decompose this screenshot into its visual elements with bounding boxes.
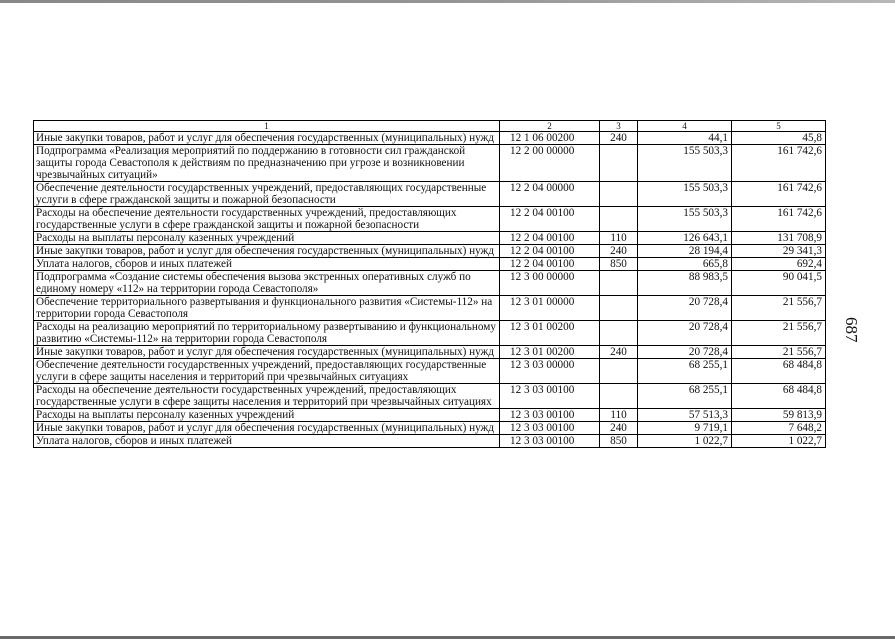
row-name-cell: Иные закупки товаров, работ и услуг для обеспечения государственных (муниципальных) нужд <box>34 422 500 435</box>
table-row <box>34 258 826 271</box>
row-value-year1-cell: 20 728,4 <box>638 321 732 346</box>
row-value-year2-cell: 21 556,7 <box>732 321 826 346</box>
header-col-2: 2 <box>500 121 600 132</box>
row-name-cell: Обеспечение деятельности государственных учреждений, предоставляющих государственные услуги в сфере защиты населения и территорий при чрезвычайных ситуациях <box>34 359 500 384</box>
table-row <box>34 245 826 258</box>
row-value-year1-cell: 28 194,4 <box>638 245 732 258</box>
row-value-year2-cell: 68 484,8 <box>732 384 826 409</box>
table-row <box>34 145 826 182</box>
header-col-4: 4 <box>638 121 732 132</box>
table-row <box>34 321 826 346</box>
row-value-year1-cell: 126 643,1 <box>638 232 732 245</box>
table-row <box>34 132 826 145</box>
table-row <box>34 435 826 448</box>
row-value-year2-cell: 7 648,2 <box>732 422 826 435</box>
header-col-5: 5 <box>732 121 826 132</box>
row-value-year2-cell: 68 484,8 <box>732 359 826 384</box>
row-code-cell: 12 3 01 00000 <box>500 296 600 321</box>
row-code-cell: 12 3 01 00200 <box>500 346 600 359</box>
row-value-year1-cell: 20 728,4 <box>638 296 732 321</box>
table-row <box>34 271 826 296</box>
row-name-cell: Расходы на обеспечение деятельности государственных учреждений, предоставляющих государственные услуги в сфере защиты населения и территорий при чрезвычайных ситуациях <box>34 384 500 409</box>
row-code-cell: 12 3 03 00100 <box>500 422 600 435</box>
table-row <box>34 346 826 359</box>
row-expense-type-cell <box>600 207 638 232</box>
row-value-year2-cell: 21 556,7 <box>732 346 826 359</box>
row-name-cell: Уплата налогов, сборов и иных платежей <box>34 435 500 448</box>
row-expense-type-cell <box>600 321 638 346</box>
row-expense-type-cell <box>600 271 638 296</box>
table-row <box>34 207 826 232</box>
row-code-cell: 12 2 04 00000 <box>500 182 600 207</box>
row-value-year1-cell: 665,8 <box>638 258 732 271</box>
table-row <box>34 422 826 435</box>
row-value-year2-cell: 131 708,9 <box>732 232 826 245</box>
row-name-cell: Обеспечение территориального развертывания и функционального развития «Системы-112» на территории города Севастополя <box>34 296 500 321</box>
table-row <box>34 384 826 409</box>
row-value-year2-cell: 21 556,7 <box>732 296 826 321</box>
table-row <box>34 182 826 207</box>
row-value-year1-cell: 68 255,1 <box>638 384 732 409</box>
row-value-year1-cell: 88 983,5 <box>638 271 732 296</box>
row-code-cell: 12 3 03 00100 <box>500 384 600 409</box>
row-name-cell: Иные закупки товаров, работ и услуг для обеспечения государственных (муниципальных) нужд <box>34 132 500 145</box>
row-name-cell: Иные закупки товаров, работ и услуг для обеспечения государственных (муниципальных) нужд <box>34 346 500 359</box>
budget-table <box>33 120 826 448</box>
row-value-year1-cell: 155 503,3 <box>638 145 732 182</box>
scan-edge-bottom <box>0 636 895 639</box>
row-value-year1-cell: 1 022,7 <box>638 435 732 448</box>
table-row <box>34 409 826 422</box>
header-col-1: 1 <box>34 121 500 132</box>
scan-edge-top <box>0 0 895 3</box>
row-value-year1-cell: 155 503,3 <box>638 182 732 207</box>
row-value-year1-cell: 20 728,4 <box>638 346 732 359</box>
row-code-cell: 12 3 03 00100 <box>500 435 600 448</box>
row-value-year2-cell: 45,8 <box>732 132 826 145</box>
table-row <box>34 232 826 245</box>
row-code-cell: 12 2 04 00100 <box>500 258 600 271</box>
row-name-cell: Расходы на обеспечение деятельности государственных учреждений, предоставляющих государственные услуги в сфере гражданской защиты и пожарной безопасности <box>34 207 500 232</box>
row-expense-type-cell <box>600 296 638 321</box>
row-name-cell: Расходы на выплаты персоналу казенных учреждений <box>34 409 500 422</box>
row-value-year1-cell: 44,1 <box>638 132 732 145</box>
header-row <box>34 121 826 132</box>
row-name-cell: Расходы на реализацию мероприятий по территориальному развертыванию и функциональному развитию «Системы-112» на территории города Севастополя <box>34 321 500 346</box>
row-expense-type-cell: 240 <box>600 422 638 435</box>
row-expense-type-cell: 110 <box>600 409 638 422</box>
row-value-year1-cell: 68 255,1 <box>638 359 732 384</box>
row-expense-type-cell <box>600 359 638 384</box>
row-code-cell: 12 3 03 00000 <box>500 359 600 384</box>
row-expense-type-cell: 110 <box>600 232 638 245</box>
row-code-cell: 12 2 04 00100 <box>500 245 600 258</box>
row-value-year1-cell: 57 513,3 <box>638 409 732 422</box>
page-number: 687 <box>842 317 861 343</box>
row-value-year2-cell: 59 813,9 <box>732 409 826 422</box>
row-value-year2-cell: 692,4 <box>732 258 826 271</box>
row-expense-type-cell <box>600 145 638 182</box>
row-expense-type-cell <box>600 182 638 207</box>
row-code-cell: 12 3 01 00200 <box>500 321 600 346</box>
row-name-cell: Расходы на выплаты персоналу казенных учреждений <box>34 232 500 245</box>
row-expense-type-cell: 240 <box>600 245 638 258</box>
row-name-cell: Подпрограмма «Реализация мероприятий по поддержанию в готовности сил гражданской защиты города Севастополя к действиям по предназначению при угрозе и возникновении чрезвычайных ситуаций» <box>34 145 500 182</box>
table-body <box>34 132 826 448</box>
row-expense-type-cell: 240 <box>600 132 638 145</box>
row-value-year2-cell: 161 742,6 <box>732 182 826 207</box>
row-value-year2-cell: 161 742,6 <box>732 207 826 232</box>
row-value-year2-cell: 1 022,7 <box>732 435 826 448</box>
table-row <box>34 296 826 321</box>
budget-table-container <box>33 120 825 448</box>
row-code-cell: 12 3 03 00100 <box>500 409 600 422</box>
row-name-cell: Обеспечение деятельности государственных учреждений, предоставляющих государственные услуги в сфере гражданской защиты и пожарной безопасности <box>34 182 500 207</box>
row-code-cell: 12 1 06 00200 <box>500 132 600 145</box>
row-expense-type-cell: 240 <box>600 346 638 359</box>
row-code-cell: 12 3 00 00000 <box>500 271 600 296</box>
row-code-cell: 12 2 04 00100 <box>500 207 600 232</box>
row-expense-type-cell: 850 <box>600 435 638 448</box>
row-value-year2-cell: 90 041,5 <box>732 271 826 296</box>
row-code-cell: 12 2 04 00100 <box>500 232 600 245</box>
row-code-cell: 12 2 00 00000 <box>500 145 600 182</box>
row-value-year1-cell: 155 503,3 <box>638 207 732 232</box>
row-name-cell: Уплата налогов, сборов и иных платежей <box>34 258 500 271</box>
row-expense-type-cell: 850 <box>600 258 638 271</box>
row-name-cell: Иные закупки товаров, работ и услуг для обеспечения государственных (муниципальных) нужд <box>34 245 500 258</box>
row-value-year1-cell: 9 719,1 <box>638 422 732 435</box>
row-expense-type-cell <box>600 384 638 409</box>
header-col-3: 3 <box>600 121 638 132</box>
row-value-year2-cell: 161 742,6 <box>732 145 826 182</box>
row-name-cell: Подпрограмма «Создание системы обеспечения вызова экстренных оперативных служб по единому номеру «112» на территории города Севастополя» <box>34 271 500 296</box>
table-row <box>34 359 826 384</box>
row-value-year2-cell: 29 341,3 <box>732 245 826 258</box>
